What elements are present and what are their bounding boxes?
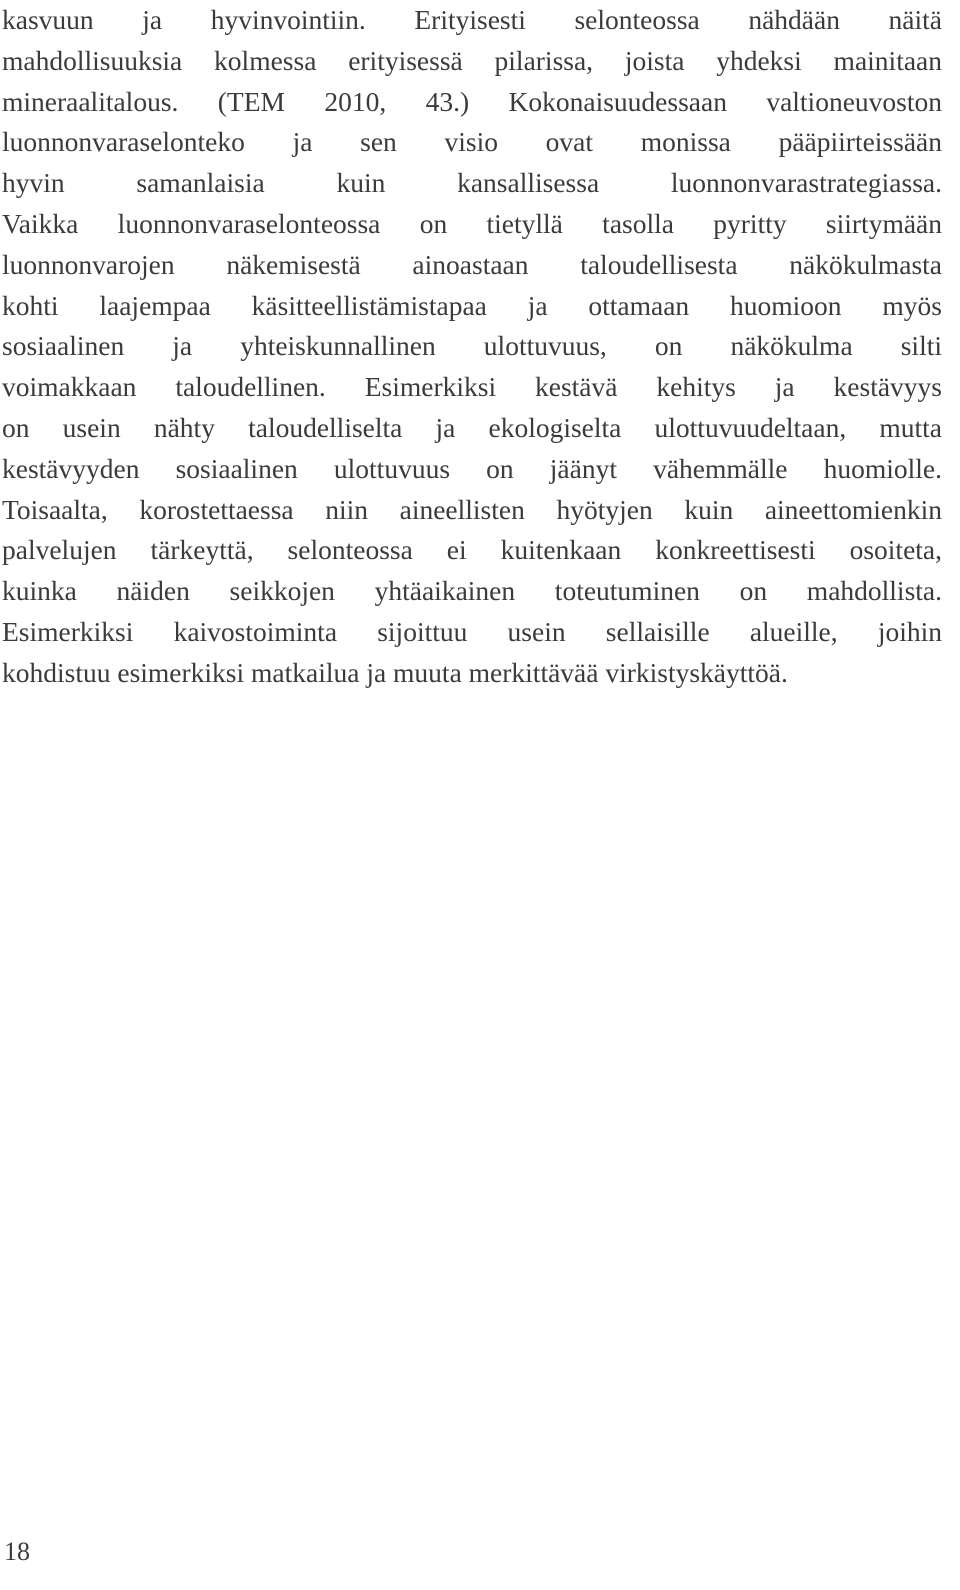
text-line: luonnonvarojen näkemisestä ainoastaan taloudellisesta näkökulmasta bbox=[2, 248, 942, 280]
text-line: luonnonvaraselonteko ja sen visio ovat monissa pääpiirteissään bbox=[2, 126, 942, 158]
text-line: kohdistuu esimerkiksi matkailua ja muuta merkittävää virkistyskäyttöä. bbox=[2, 656, 788, 688]
text-line: kestävyyden sosiaalinen ulottuvuus on jäänyt vähemmälle huomiolle. bbox=[2, 452, 942, 484]
text-line: on usein nähty taloudelliselta ja ekologiselta ulottuvuudeltaan, mutta bbox=[2, 411, 942, 443]
text-line: hyvin samanlaisia kuin kansallisessa luonnonvarastrategiassa. bbox=[2, 167, 942, 199]
text-line: Esimerkiksi kaivostoiminta sijoittuu usein sellaisille alueille, joihin bbox=[2, 615, 942, 647]
text-line: Toisaalta, korostettaessa niin aineellisten hyötyjen kuin aineettomienkin bbox=[2, 493, 942, 525]
text-line: mahdollisuuksia kolmessa erityisessä pilarissa, joista yhdeksi mainitaan bbox=[2, 44, 942, 76]
text-line: palvelujen tärkeyttä, selonteossa ei kuitenkaan konkreettisesti osoiteta, bbox=[2, 534, 942, 566]
text-line: sosiaalinen ja yhteiskunnallinen ulottuvuus, on näkökulma silti bbox=[2, 330, 942, 362]
text-line: mineraalitalous. (TEM 2010, 43.) Kokonaisuudessaan valtioneuvoston bbox=[2, 85, 942, 117]
text-line: kasvuun ja hyvinvointiin. Erityisesti selonteossa nähdään näitä bbox=[2, 4, 942, 35]
text-line: voimakkaan taloudellinen. Esimerkiksi kestävä kehitys ja kestävyys bbox=[2, 371, 942, 403]
page-number: 18 bbox=[4, 1537, 30, 1566]
text-line: kohti laajempaa käsitteellistämistapaa ja ottamaan huomioon myös bbox=[2, 289, 942, 321]
text-line: kuinka näiden seikkojen yhtäaikainen toteutuminen on mahdollista. bbox=[2, 575, 942, 607]
text-line: Vaikka luonnonvaraselonteossa on tietyllä tasolla pyritty siirtymään bbox=[2, 207, 942, 239]
body-paragraph bbox=[2, 0, 942, 694]
